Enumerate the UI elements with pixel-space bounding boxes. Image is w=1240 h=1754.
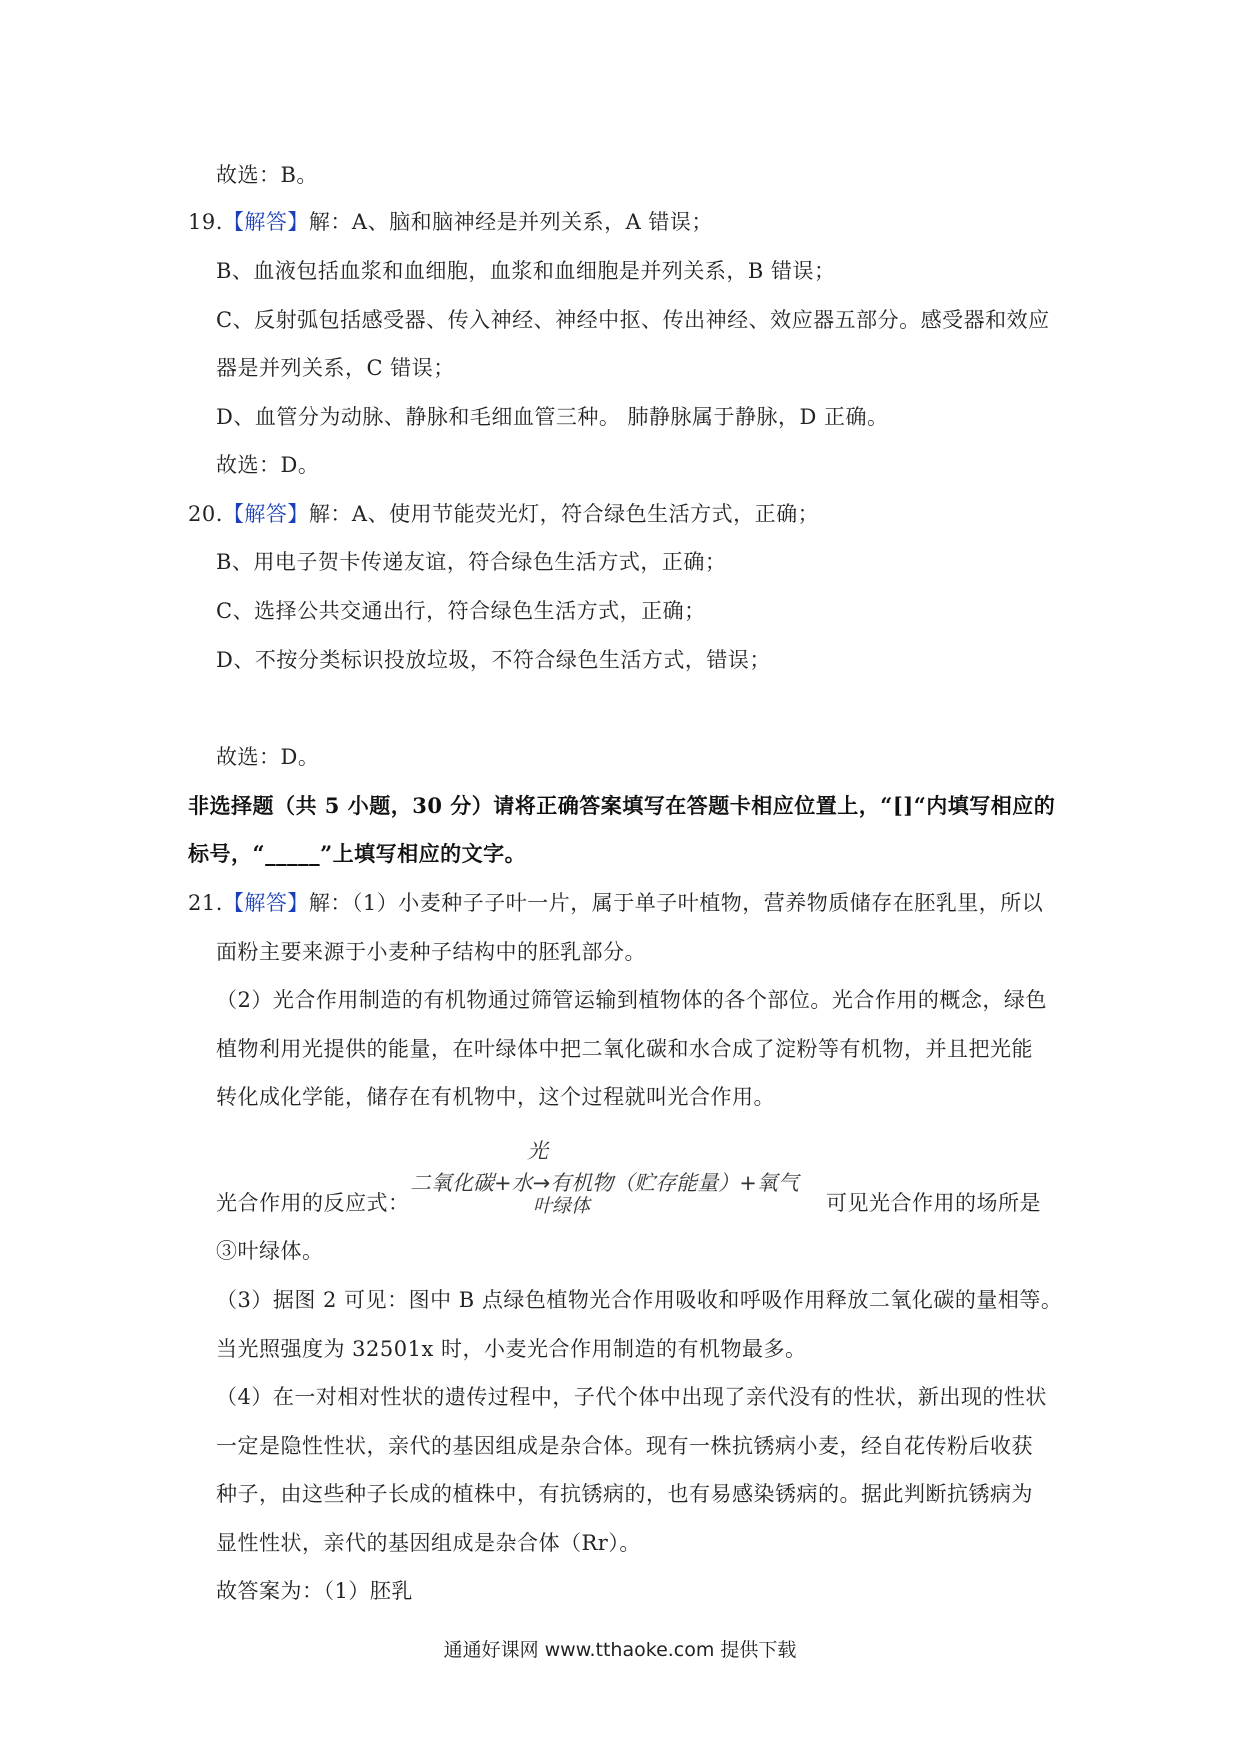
answer-tag: 【解答】 xyxy=(222,210,309,234)
text-line: （4）在一对相对性状的遗传过程中，子代个体中出现了亲代没有的性状，新出现的性状 xyxy=(216,1385,1047,1409)
text-line: 转化成化学能，储存在有机物中，这个过程就叫光合作用。 xyxy=(216,1085,775,1109)
question-number: 19. xyxy=(188,210,223,234)
text-line: 光合作用的反应式： xyxy=(216,1191,410,1215)
text-line: 植物利用光提供的能量，在叶绿体中把二氧化碳和水合成了淀粉等有机物，并且把光能 xyxy=(216,1037,1033,1061)
answer-text: 解：（1）小麦种子子叶一片，属于单子叶植物，营养物质储存在胚乳里，所以 xyxy=(308,891,1044,915)
text-line: （2）光合作用制造的有机物通过筛管运输到植物体的各个部位。光合作用的概念，绿色 xyxy=(216,988,1047,1012)
answer-tag: 【解答】 xyxy=(222,891,309,915)
question-20-line xyxy=(188,501,819,527)
answer-text: 解：A、使用节能荧光灯，符合绿色生活方式，正确； xyxy=(308,502,820,526)
text-line: 当光照强度为 32501x 时，小麦光合作用制造的有机物最多。 xyxy=(216,1337,807,1361)
text-line: 面粉主要来源于小麦种子结构中的胚乳部分。 xyxy=(216,940,646,964)
question-number: 21. xyxy=(188,891,223,915)
text-line: 显性性状，亲代的基因组成是杂合体（Rr）。 xyxy=(216,1531,641,1555)
question-number: 20. xyxy=(188,502,223,526)
text-line: D、不按分类标识投放垃圾，不符合绿色生活方式，错误； xyxy=(216,648,771,672)
page-footer: 通通好课网 www.tthaoke.com 提供下载 xyxy=(443,1639,797,1661)
text-line: C、选择公共交通出行，符合绿色生活方式，正确； xyxy=(216,599,706,623)
equation-condition-chloroplast: 叶绿体 xyxy=(533,1195,591,1217)
text-line: ③叶绿体。 xyxy=(216,1239,324,1263)
answer-line: 故答案为：（1）胚乳 xyxy=(216,1579,413,1603)
equation-main: 二氧化碳+水→有机物（贮存能量）+氧气 xyxy=(410,1171,799,1195)
photosynthesis-equation xyxy=(410,1135,840,1215)
text-line: 一定是隐性性状，亲代的基因组成是杂合体。现有一株抗锈病小麦，经自花传粉后收获 xyxy=(216,1434,1033,1458)
text-line: （3）据图 2 可见：图中 B 点绿色植物光合作用吸收和呼吸作用释放二氧化碳的量相等。 xyxy=(216,1288,1063,1312)
text-line: B、用电子贺卡传递友谊，符合绿色生活方式，正确； xyxy=(216,550,727,574)
answer-text: 解：A、脑和脑神经是并列关系，A 错误； xyxy=(308,210,713,234)
question-19-line xyxy=(188,209,713,235)
text-line: 器是并列关系，C 错误； xyxy=(216,356,455,380)
answer-line: 故选：D。 xyxy=(216,453,320,477)
text-line: 种子，由这些种子长成的植株中，有抗锈病的，也有易感染锈病的。据此判断抗锈病为 xyxy=(216,1482,1033,1506)
text-line: C、反射弧包括感受器、传入神经、神经中抠、传出神经、效应器五部分。感受器和效应 xyxy=(216,308,1050,332)
equation-condition-light: 光 xyxy=(527,1139,548,1163)
answer-line: 故选：D。 xyxy=(216,745,320,769)
section-heading: 标号，“_____”上填写相应的文字。 xyxy=(188,841,527,866)
answer-tag: 【解答】 xyxy=(222,502,309,526)
text-line: B、血液包括血浆和血细胞，血浆和血细胞是并列关系，B 错误； xyxy=(216,259,836,283)
question-21-line xyxy=(188,890,1043,916)
text-line: 可见光合作用的场所是 xyxy=(826,1191,1041,1215)
text-line: D、血管分为动脉、静脉和毛细血管三种。 肺静脉属于静脉，D 正确。 xyxy=(216,405,889,429)
section-heading: 非选择题（共 5 小题，30 分）请将正确答案填写在答题卡相应位置上，“[]“内填写相应的 xyxy=(188,793,1056,818)
answer-line: 故选：B。 xyxy=(216,163,318,187)
